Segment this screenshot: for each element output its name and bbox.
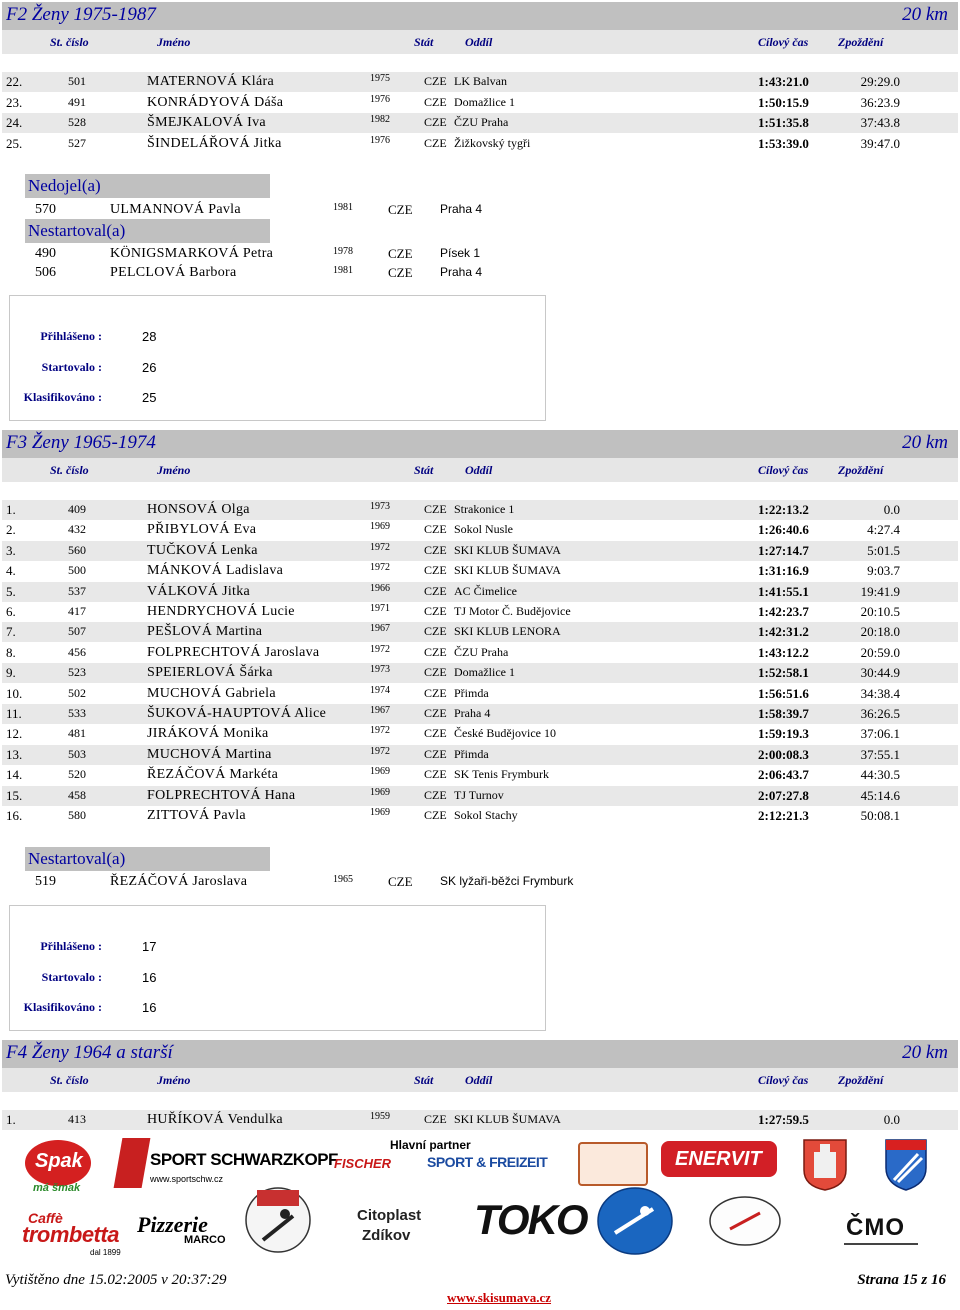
name: PELCLOVÁ Barbora [110,265,237,280]
f2-category-bar [2,2,958,30]
table-row [2,113,958,133]
num: 417 [68,604,86,618]
state: CZE [388,202,413,217]
f2-dnf-row [0,200,700,220]
rank: 24. [6,115,23,130]
num: 506 [35,265,56,280]
year: 1981 [333,265,353,276]
num: 520 [68,767,86,782]
col-loss: Zpoždění [838,35,884,49]
loss: 19:41.9 [860,583,900,599]
state: CZE [424,522,447,537]
num: 570 [35,202,56,217]
time: 1:26:40.6 [758,522,809,538]
loss: 45:14.6 [860,787,900,803]
town-crest-icon [800,1136,850,1192]
col-num: St. číslo [50,1073,89,1087]
name: KONRÁDYOVÁ Dáša [147,94,284,110]
club: SKI KLUB ŠUMAVA [454,563,561,578]
state: CZE [424,665,447,680]
registered-value: 28 [142,329,157,344]
loss: 9:03.7 [867,563,900,579]
f4-title: F4 Ženy 1964 a starší [6,1042,173,1063]
main-partner-label: Hlavní partner [390,1138,471,1152]
club: SKI KLUB ŠUMAVA [454,1112,561,1126]
zdikov-text: Zdíkov [362,1227,411,1244]
year: 1959 [370,1111,390,1122]
f3-title: F3 Ženy 1965-1974 [6,432,156,453]
num: 458 [68,787,86,802]
name: TUČKOVÁ Lenka [147,542,258,558]
col-club: Oddíl [465,35,493,49]
state: CZE [388,265,413,280]
num: 500 [68,563,86,578]
rank: 13. [6,746,23,762]
club: Přimda [454,685,489,700]
club: Praha 4 [440,265,483,279]
table-row [2,745,958,765]
club: Sokol Nusle [454,522,514,537]
num: 409 [68,502,86,516]
page-number: Strana 15 z 16 [857,1272,946,1288]
col-loss: Zpoždění [838,1073,884,1087]
loss: 5:01.5 [867,542,900,558]
name: FOLPRECHTOVÁ Hana [147,787,296,803]
table-row [2,134,958,154]
printed-date: Vytištěno dne 15.02:2005 v 20:37:29 [5,1272,227,1288]
loss: 37:06.1 [860,726,900,742]
toko-logo: TOKO [474,1196,587,1243]
col-num: St. číslo [50,35,89,49]
rank: 1. [6,1112,16,1127]
loss: 37:55.1 [860,746,900,762]
name: MUCHOVÁ Gabriela [147,685,276,701]
col-time: Cílový čas [758,35,809,49]
f2-title: F2 Ženy 1975-1987 [6,4,156,25]
state: CZE [424,746,447,761]
rank: 4. [6,563,16,579]
time: 2:06:43.7 [758,767,809,783]
state: CZE [424,1112,447,1126]
club: České Budějovice 10 [454,726,556,741]
col-time: Cílový čas [758,1073,809,1087]
spak-logo [25,1140,91,1186]
table-row [2,72,958,92]
year: 1969 [370,807,390,818]
rank: 1. [6,502,16,517]
f2-dnf-label-bar [25,174,270,198]
f3-stats-box [9,905,546,1031]
time: 1:52:58.1 [758,665,809,681]
rank: 12. [6,726,23,742]
state: CZE [424,563,447,578]
year: 1971 [370,603,390,614]
club: ČZU Praha [454,115,509,129]
year: 1982 [370,114,390,125]
table-row [2,93,958,113]
num: 580 [68,808,86,822]
state: CZE [424,644,447,659]
skier-emblem-icon [243,1182,313,1258]
f3-category-bar [2,430,958,458]
schwarzkopf-url: www.sportschw.cz [150,1174,224,1184]
state: CZE [424,706,447,720]
rank: 15. [6,787,23,803]
state: CZE [424,94,447,109]
rank: 22. [6,74,23,89]
cmo-underline [844,1243,918,1245]
col-club: Oddíl [465,463,493,477]
name: ŠUKOVÁ-HAUPTOVÁ Alice [147,706,327,721]
registered-value: 17 [142,939,157,954]
table-row [2,765,958,785]
loss: 36:23.9 [860,94,900,110]
year: 1966 [370,582,390,594]
num: 432 [68,522,86,537]
state: CZE [424,74,447,88]
table-row [2,806,958,826]
f2-stats-box [9,295,546,421]
year: 1981 [333,202,353,213]
state: CZE [388,246,413,261]
num: 527 [68,135,86,150]
name: VÁLKOVÁ Jitka [147,583,251,599]
rank: 9. [6,665,16,681]
club: Strakonice 1 [454,502,515,516]
f2-dns-label-bar [25,219,270,243]
state: CZE [424,583,447,598]
state: CZE [424,624,447,639]
table-row [2,643,958,663]
trombetta-subtitle: dal 1899 [90,1248,121,1257]
loss: 20:18.0 [860,624,900,640]
f3-distance: 20 km [902,432,948,453]
f4-column-header [2,1068,958,1092]
num: 502 [68,685,86,700]
rank: 2. [6,522,16,538]
registered-label: Přihlášeno : [40,939,102,953]
club: LK Balvan [454,74,507,88]
state: CZE [424,685,447,700]
year: 1969 [370,766,390,778]
year: 1972 [370,643,390,655]
col-time: Cílový čas [758,463,809,477]
club: Praha 4 [454,706,491,720]
year: 1972 [370,725,390,737]
loss: 30:44.9 [860,665,900,681]
year: 1973 [370,664,390,676]
spak-subtitle: má šmak [33,1182,81,1194]
num: 523 [68,665,86,680]
time: 1:56:51.6 [758,685,809,701]
cmo-logo: ČMO [846,1214,905,1241]
num: 501 [68,74,86,88]
club: Domažlice 1 [454,94,515,109]
num: 528 [68,115,86,129]
year: 1973 [370,501,390,512]
f2-dnf-label: Nedojel(a) [28,176,101,195]
trombetta-logo: trombetta [22,1222,119,1247]
loss: 29:29.0 [860,74,900,89]
state: CZE [388,874,413,889]
name: KÖNIGSMARKOVÁ Petra [110,246,274,261]
name: PEŠLOVÁ Martina [147,624,263,640]
club: SK lyžaři-běžci Frymburk [440,874,574,888]
classified-label: Klasifikováno : [23,1000,102,1014]
table-row [2,704,958,724]
table-row [2,622,958,642]
table-row [2,541,958,561]
loss: 44:30.5 [860,767,900,783]
f3-dns-label-bar [25,847,270,871]
f2-dns-row [0,244,700,264]
started-value: 26 [142,360,157,375]
name: ŘEZÁČOVÁ Jaroslava [110,874,248,889]
f2-column-header [2,30,958,54]
table-row [2,1110,958,1130]
loss: 20:59.0 [860,644,900,660]
table-row [2,663,958,683]
ski-area-emblem-icon [595,1185,675,1257]
num: 456 [68,644,86,659]
year: 1972 [370,745,390,757]
classified-value: 16 [142,1000,157,1015]
state: CZE [424,135,447,150]
name: ŠMEJKALOVÁ Iva [147,115,266,130]
f2-distance: 20 km [902,4,948,25]
year: 1975 [370,73,390,84]
name: PŘIBYLOVÁ Eva [147,522,257,538]
classified-value: 25 [142,390,157,405]
name: HONSOVÁ Olga [147,502,250,517]
year: 1967 [370,705,390,716]
table-row [2,724,958,744]
club: SKI KLUB LENORA [454,624,561,639]
marco-text: MARCO [184,1234,226,1246]
ski-emblem-logo [578,1142,648,1186]
club: Praha 4 [440,202,483,216]
club: Domažlice 1 [454,665,515,680]
f2-dns-label: Nestartoval(a) [28,221,126,240]
col-name: Jméno [157,463,191,477]
pizzerie-logo: Pizzerie [137,1212,208,1237]
rank: 25. [6,135,23,151]
club: Písek 1 [440,246,481,260]
f3-column-header [2,458,958,482]
f4-distance: 20 km [902,1042,948,1063]
f3-dns-label: Nestartoval(a) [28,849,126,868]
col-name: Jméno [157,1073,191,1087]
num: 519 [35,874,56,889]
schwarzkopf-emblem [114,1138,151,1188]
website-link[interactable]: www.skisumava.cz [447,1290,552,1305]
schwarzkopf-text: SPORT SCHWARZKOPF [150,1150,338,1169]
f4-category-bar [2,1040,958,1068]
loss: 37:43.8 [860,115,900,130]
rank: 11. [6,706,22,721]
rank: 14. [6,767,23,783]
club: SK Tenis Frymburk [454,767,549,782]
caffe-text: Caffè [28,1210,63,1226]
table-row [2,684,958,704]
year: 1969 [370,786,390,798]
name: MATERNOVÁ Klára [147,74,274,89]
loss: 34:38.4 [860,685,900,701]
time: 1:22:13.2 [758,502,809,517]
table-row [2,786,958,806]
name: FOLPRECHTOVÁ Jaroslava [147,644,320,660]
time: 1:53:39.0 [758,135,809,151]
started-label: Startovalo : [41,360,102,374]
state: CZE [424,808,447,822]
year: 1969 [370,521,390,533]
year: 1972 [370,541,390,553]
loss: 50:08.1 [860,808,900,823]
name: ŘEZÁČOVÁ Markéta [147,767,279,783]
col-state: Stát [414,463,434,477]
num: 491 [68,94,86,109]
time: 1:43:21.0 [758,74,809,89]
col-num: St. číslo [50,463,89,477]
enervit-logo [661,1141,777,1177]
club: AC Čimelice [454,583,517,598]
loss: 0.0 [883,1112,900,1127]
table-row [2,582,958,602]
time: 1:50:15.9 [758,94,809,110]
sport-freizeit-logo: SPORT & FREIZEIT [427,1154,548,1170]
year: 1976 [370,93,390,105]
time: 1:41:55.1 [758,583,809,599]
year: 1976 [370,134,390,146]
ski-shield-icon [882,1136,930,1192]
year: 1974 [370,684,390,696]
rank: 7. [6,624,16,640]
fischer-logo: FISCHER [334,1156,392,1171]
state: CZE [424,767,447,782]
table-row [2,520,958,540]
state: CZE [424,787,447,802]
time: 1:43:12.2 [758,644,809,660]
rank: 23. [6,94,23,110]
started-label: Startovalo : [41,970,102,984]
club: ČZU Praha [454,644,509,659]
num: 507 [68,624,86,639]
num: 490 [35,246,56,261]
time: 1:42:31.2 [758,624,809,640]
time: 1:58:39.7 [758,706,809,721]
num: 537 [68,583,86,598]
time: 1:27:59.5 [758,1112,809,1127]
year: 1972 [370,562,390,574]
club: TJ Motor Č. Budějovice [454,604,571,618]
name: ULMANNOVÁ Pavla [110,202,241,217]
name: MUCHOVÁ Martina [147,746,272,762]
rank: 5. [6,583,16,599]
classified-label: Klasifikováno : [23,390,102,404]
name: MÁNKOVÁ Ladislava [147,563,284,579]
club: TJ Turnov [454,787,504,802]
num: 533 [68,706,86,720]
time: 1:59:19.3 [758,726,809,742]
registered-label: Přihlášeno : [40,329,102,343]
citoplast-logo: Citoplast [357,1207,422,1224]
club: Žižkovský tygři [454,135,531,150]
loss: 0.0 [883,502,900,517]
name: HUŘÍKOVÁ Vendulka [147,1112,283,1127]
name: ŠINDELÁŘOVÁ Jitka [147,135,282,151]
loss: 39:47.0 [860,135,900,151]
tuma-sport-logo [708,1195,782,1247]
rank: 3. [6,542,16,558]
state: CZE [424,115,447,129]
name: HENDRYCHOVÁ Lucie [147,604,295,619]
table-row [2,561,958,581]
loss: 20:10.5 [860,604,900,619]
time: 2:00:08.3 [758,746,809,762]
state: CZE [424,726,447,741]
time: 1:27:14.7 [758,542,809,558]
year: 1965 [333,874,353,885]
year: 1967 [370,623,390,635]
name: JIRÁKOVÁ Monika [147,726,269,742]
f3-dns-row [0,872,700,892]
num: 413 [68,1112,86,1126]
rank: 6. [6,604,16,619]
enervit-text: ENERVIT [675,1148,762,1170]
table-row [2,602,958,622]
num: 503 [68,746,86,761]
col-club: Oddíl [465,1073,493,1087]
rank: 10. [6,685,23,701]
year: 1978 [333,246,353,257]
rank: 16. [6,808,23,823]
time: 2:12:21.3 [758,808,809,823]
spak-text: Spak [35,1150,83,1172]
col-state: Stát [414,35,434,49]
col-loss: Zpoždění [838,463,884,477]
name: ZITTOVÁ Pavla [147,808,246,823]
loss: 36:26.5 [860,706,900,721]
state: CZE [424,542,447,557]
state: CZE [424,604,447,618]
col-state: Stát [414,1073,434,1087]
club: SKI KLUB ŠUMAVA [454,542,561,557]
num: 560 [68,542,86,557]
table-row [2,500,958,520]
time: 2:07:27.8 [758,787,809,803]
time: 1:42:23.7 [758,604,809,619]
club: Přimda [454,746,489,761]
club: Sokol Stachy [454,808,518,822]
f2-dns-row [0,263,700,283]
rank: 8. [6,644,16,660]
time: 1:51:35.8 [758,115,809,130]
time: 1:31:16.9 [758,563,809,579]
loss: 4:27.4 [867,522,900,538]
col-name: Jméno [157,35,191,49]
started-value: 16 [142,970,157,985]
name: SPEIERLOVÁ Šárka [147,665,273,681]
num: 481 [68,726,86,741]
state: CZE [424,502,447,516]
